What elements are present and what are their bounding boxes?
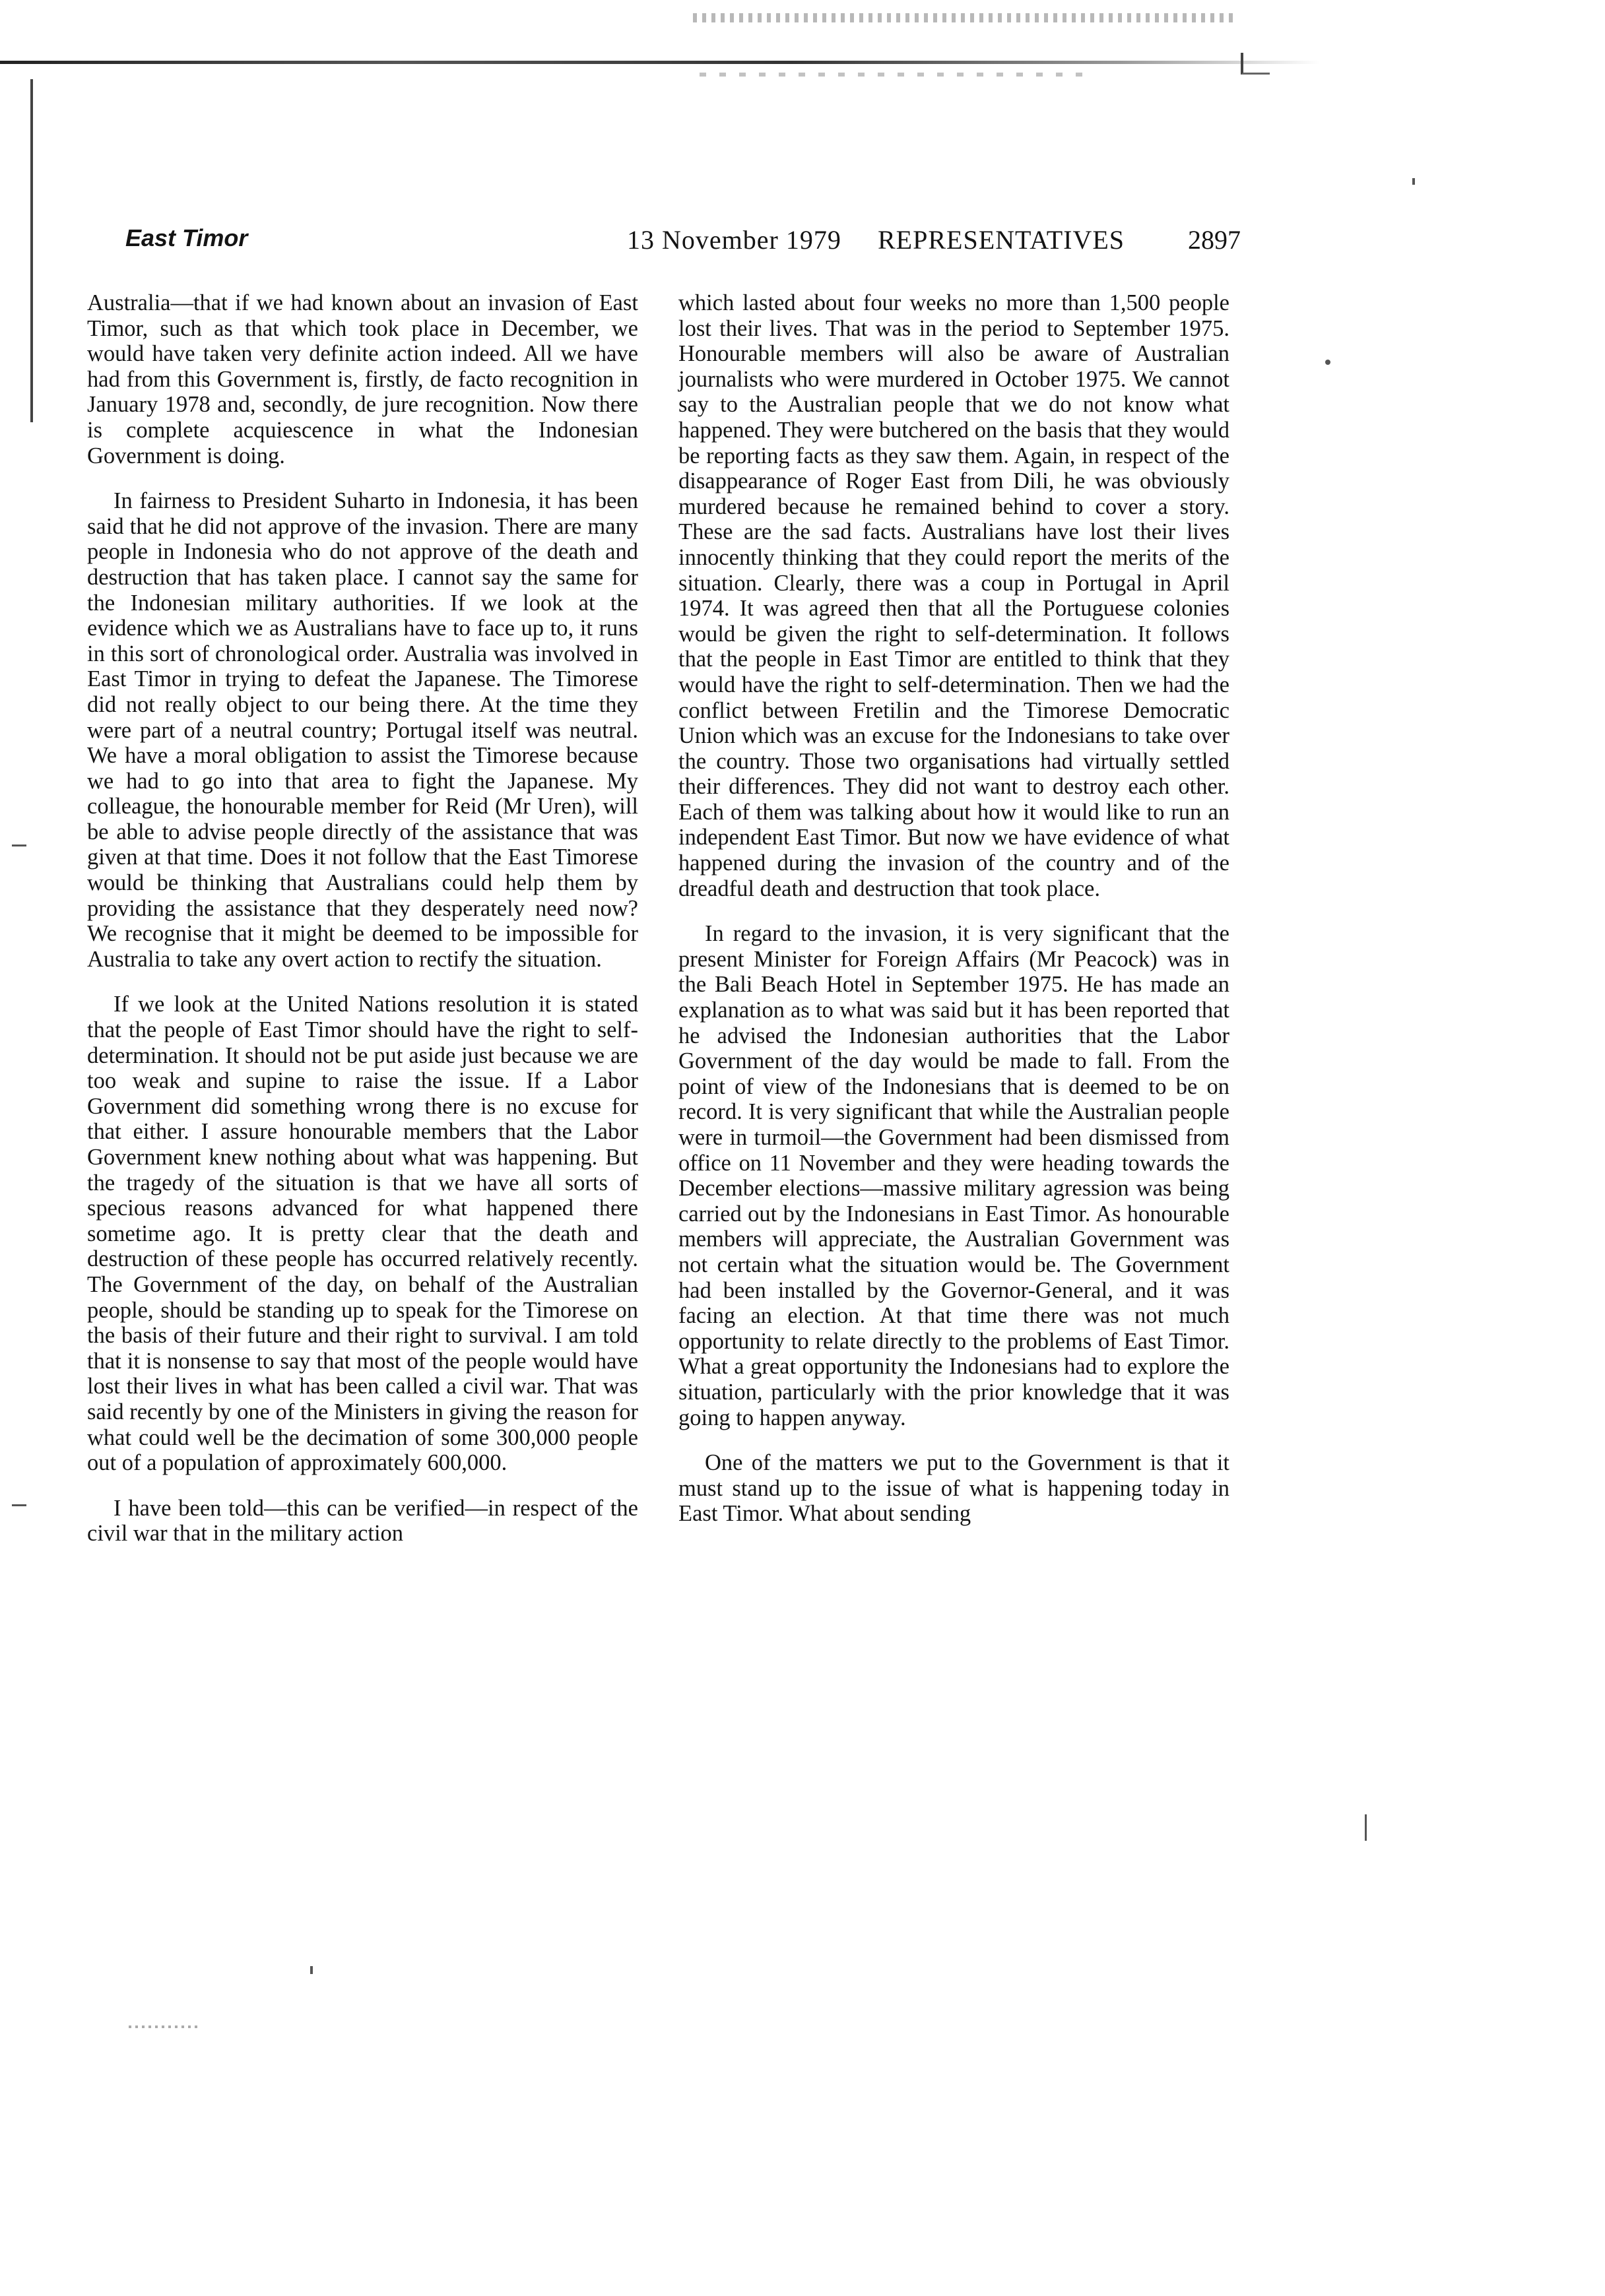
- scan-artifact-speck: [1325, 360, 1330, 365]
- page-header: [125, 224, 1241, 271]
- scan-artifact-speck: [12, 845, 26, 846]
- scan-artifact-left-edge: [30, 79, 33, 422]
- paragraph: which lasted about four weeks no more than 1,500 people lost their lives. That was in the period to September 1975. Honourable members will also be aware of Australian journalists who were murdered in October 1975. We cannot say to the Australian people that we do not know what happened. They were butchered on the basis that they would be reporting facts as they saw them. Again, in respect of the disappearance of Roger East from Dili, he was obviously murdered because he remained behind to cover a story. These are the sad facts. Australians have lost their lives innocently thinking that they could report the merits of the situation. Clearly, there was a coup in Portugal in April 1974. It was agreed then that all the Portuguese colonies would be given the right to self-determination. It follows that the people in East Timor are entitled to think that they would have the right to self-determination. Then we had the conflict between Fretilin and the Timorese Democratic Union which was an excuse for the Indonesians to take over the country. Those two organisations had virtually settled their differences. They did not want to destroy each other. Each of them was talking about how it would like to run an independent East Timor. But now we have evidence of what happened during the invasion of the country and of the dreadful death and destruction that took place.: [678, 290, 1229, 901]
- scan-artifact-corner-mark: [1241, 53, 1270, 75]
- paragraph: If we look at the United Nations resolution it is stated that the people of East Timor should have the right to self-determination. It should not be put aside just because we are too weak and supine to raise the issue. If a Labor Government did something wrong there is no excuse for that either. I assure honourable members that the Labor Government knew nothing about what was happening. But the tragedy of the situation is that we have all sorts of specious reasons advanced for what happened there sometime ago. It is pretty clear that the death and destruction of these people has occurred relatively recently. The Government of the day, on behalf of the Australian people, should be standing up to speak for the Timorese on the basis of their future and their right to survival. I am told that it is nonsense to say that most of the people would have lost their lives in what has been called a civil war. That was said recently by one of the Ministers in giving the reason for what could well be the decimation of some 300,000 people out of a population of approximately 600,000.: [87, 992, 638, 1476]
- scan-artifact-speck: [1412, 178, 1415, 185]
- paragraph: Australia—that if we had known about an invasion of East Timor, such as that which took place in December, we would have taken very definite action indeed. All we have had from this Government is, firstly, de facto recognition in January 1978 and, secondly, de jure recognition. Now there is complete acquiescence in what the Indonesian Government is doing.: [87, 290, 638, 468]
- paragraph: One of the matters we put to the Government is that it must stand up to the issue of what is happening today in East Timor. What about sending: [678, 1450, 1229, 1527]
- scan-artifact-speck: [12, 1504, 26, 1506]
- header-section-title: East Timor: [125, 224, 248, 251]
- paragraph: In regard to the invasion, it is very significant that the present Minister for Foreign Affairs (Mr Peacock) was in the Bali Beach Hotel in September 1975. He has made an explanation as to what was said but it has been reported that he advised the Indonesian authorities that the Labor Government of the day would be made to fall. From the point of view of the Indonesians that is deemed to be on record. It is very significant that while the Australian people were in turmoil—the Government had been dismissed from office on 11 November and they were heading towards the December elections—massive military agression was being carried out by the Indonesians in East Timor. As honourable members will appreciate, the Australian Government was not certain what the situation would be. The Government had been installed by the Governor-General, and it was facing an election. At that time there was not much opportunity to relate directly to the problems of East Timor. What a great opportunity the Indonesians had to explore the situation, particularly with the prior knowledge that it was going to happen anyway.: [678, 921, 1229, 1430]
- scan-artifact-speck: [1365, 1814, 1367, 1841]
- scan-artifact-top-line: [0, 61, 1320, 64]
- page-number: 2897: [1188, 225, 1241, 255]
- paragraph: I have been told—this can be verified—in respect of the civil war that in the military action: [87, 1495, 638, 1547]
- scan-artifact-footer-dots: [129, 2025, 201, 2028]
- scan-artifact-noise: [693, 13, 1234, 22]
- header-house: REPRESENTATIVES: [878, 225, 1125, 255]
- scan-artifact-speck: [310, 1966, 313, 1974]
- paragraph: In fairness to President Suharto in Indonesia, it has been said that he did not approve of the invasion. There are many people in Indonesia who do not approve of the death and destruction that has taken place. I cannot say the same for the Indonesian military authorities. If we look at the evidence which we as Australians have to face up to, it runs in this sort of chronological order. Australia was involved in East Timor in trying to defeat the Japanese. The Timorese did not really object to our being there. At the time they were part of a neutral country; Portugal itself was neutral. We have a moral obligation to assist the Timorese because we had to go into that area to fight the Japanese. My colleague, the honourable member for Reid (Mr Uren), will be able to advise people directly of the assistance that was given at that time. Does it not follow that the East Timorese would be thinking that Australians could help them by providing the assistance that they desperately need now? We recognise that it might be deemed to be impossible for Australia to take any overt action to rectify the situation.: [87, 488, 638, 972]
- left-column: [87, 290, 638, 1566]
- right-column: [678, 290, 1229, 1547]
- scan-artifact-noise: [700, 73, 1096, 77]
- header-date: 13 November 1979: [627, 225, 841, 255]
